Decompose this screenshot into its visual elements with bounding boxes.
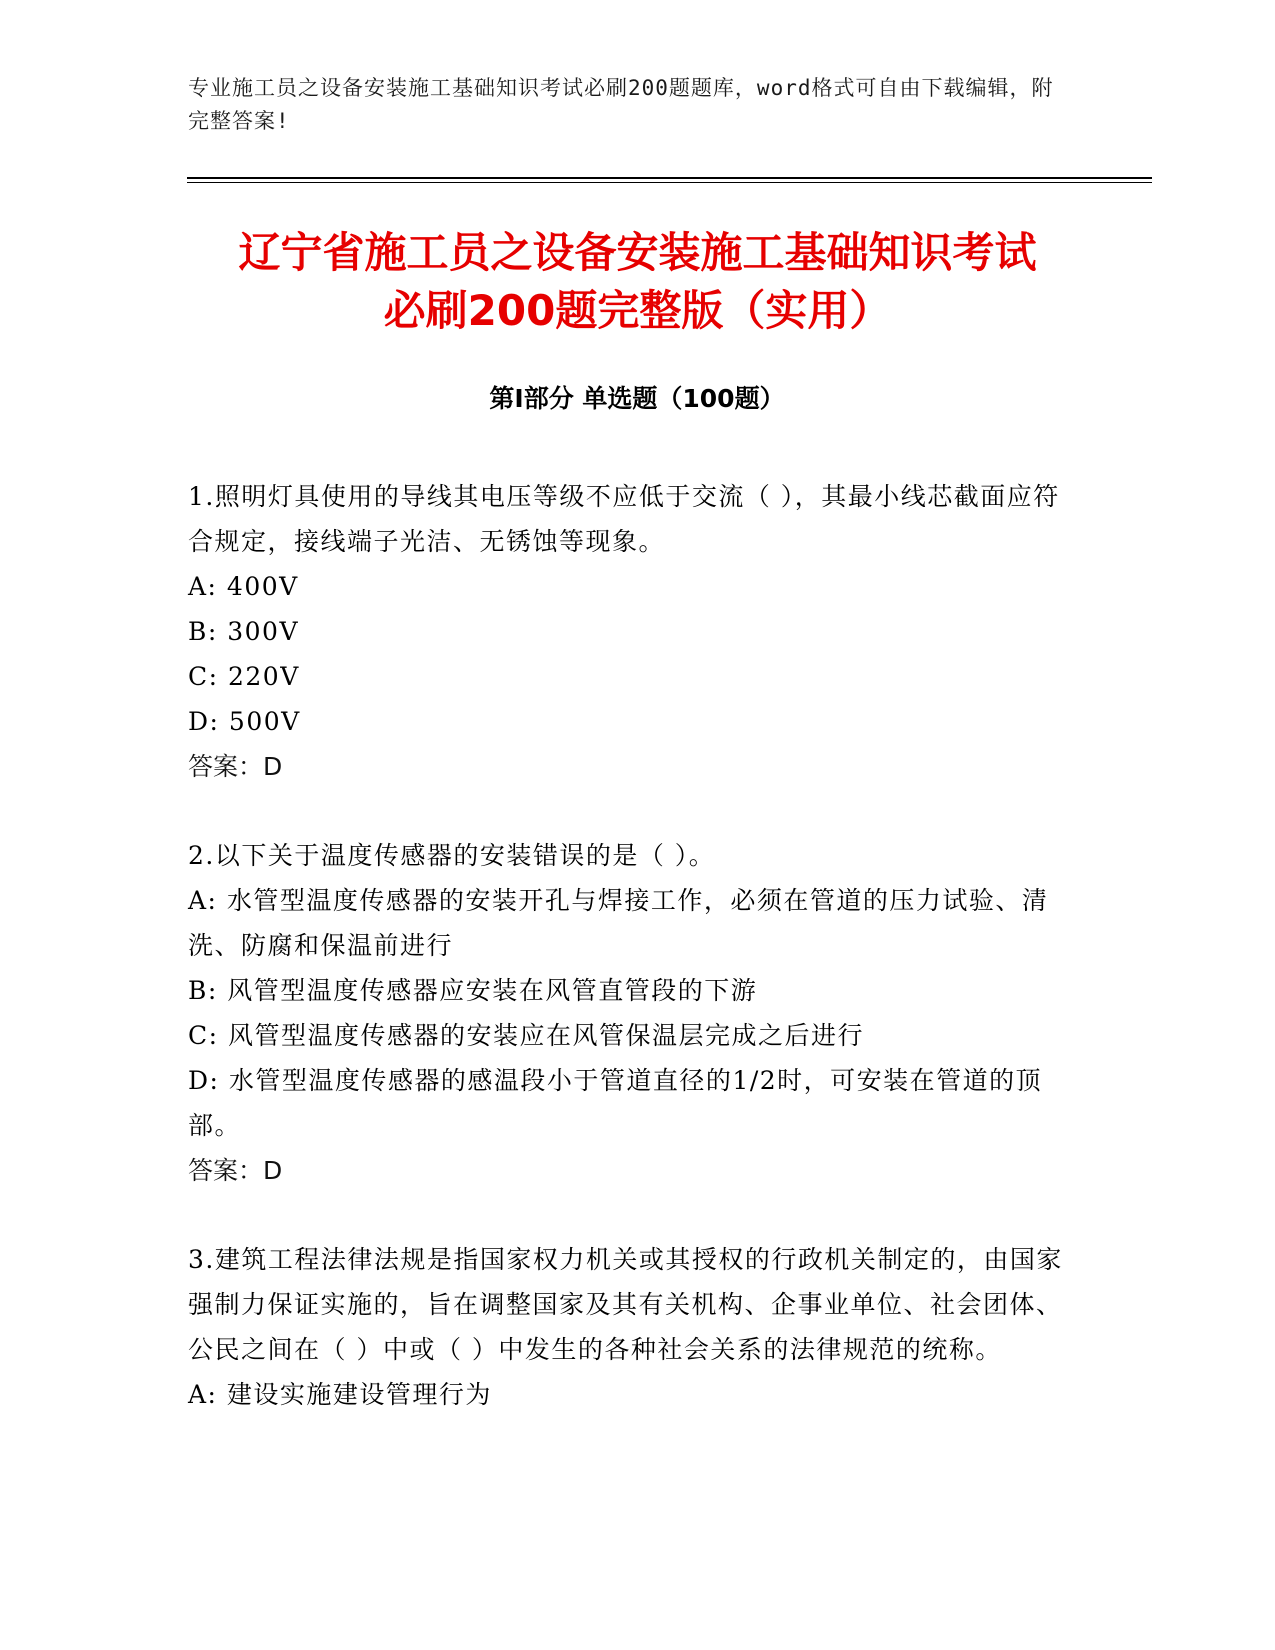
question-text: 3.建筑工程法律法规是指国家权力机关或其授权的行政机关制定的，由国家强制力保证实施的，旨在调整国家及其有关机构、企事业单位、社会团体、公民之间在（ ）中或（ ）中发生的各种社会关系的法律规范的统称。 [188, 1245, 1063, 1364]
question-list [188, 474, 1078, 1461]
option-d: D: 500V [188, 707, 301, 736]
option-a: A: 水管型温度传感器的安装开孔与焊接工作，必须在管道的压力试验、清洗、防腐和保温前进行 [188, 886, 1049, 960]
document-title [160, 224, 1115, 340]
option-a: A: 400V [188, 572, 299, 601]
title-line-1: 辽宁省施工员之设备安装施工基础知识考试 [238, 228, 1037, 277]
question-3 [188, 1237, 1078, 1417]
question-text: 1.照明灯具使用的导线其电压等级不应低于交流（ ），其最小线芯截面应符合规定，接线端子光洁、无锈蚀等现象。 [188, 482, 1060, 556]
question-text: 2.以下关于温度传感器的安装错误的是（ ）。 [188, 841, 716, 870]
option-b: B: 风管型温度传感器应安装在风管直管段的下游 [188, 976, 758, 1005]
option-b: B: 300V [188, 617, 300, 646]
section-heading: 第I部分 单选题（100题） [489, 384, 785, 413]
title-line-2: 必刷200题完整版（实用） [383, 286, 892, 335]
question-1 [188, 474, 1078, 789]
question-2 [188, 833, 1078, 1193]
header-note: 专业施工员之设备安装施工基础知识考试必刷200题题库，word格式可自由下载编辑，附完整答案! [188, 76, 1054, 133]
option-c: C: 220V [188, 662, 300, 691]
header-divider-thick [187, 177, 1152, 179]
answer: 答案：D [188, 1156, 283, 1185]
option-d: D: 水管型温度传感器的感温段小于管道直径的1/2时，可安装在管道的顶部。 [188, 1066, 1043, 1140]
option-a: A: 建设实施建设管理行为 [188, 1380, 492, 1409]
header-divider-thin [187, 182, 1152, 183]
option-c: C: 风管型温度传感器的安装应在风管保温层完成之后进行 [188, 1021, 865, 1050]
answer: 答案：D [188, 752, 283, 781]
